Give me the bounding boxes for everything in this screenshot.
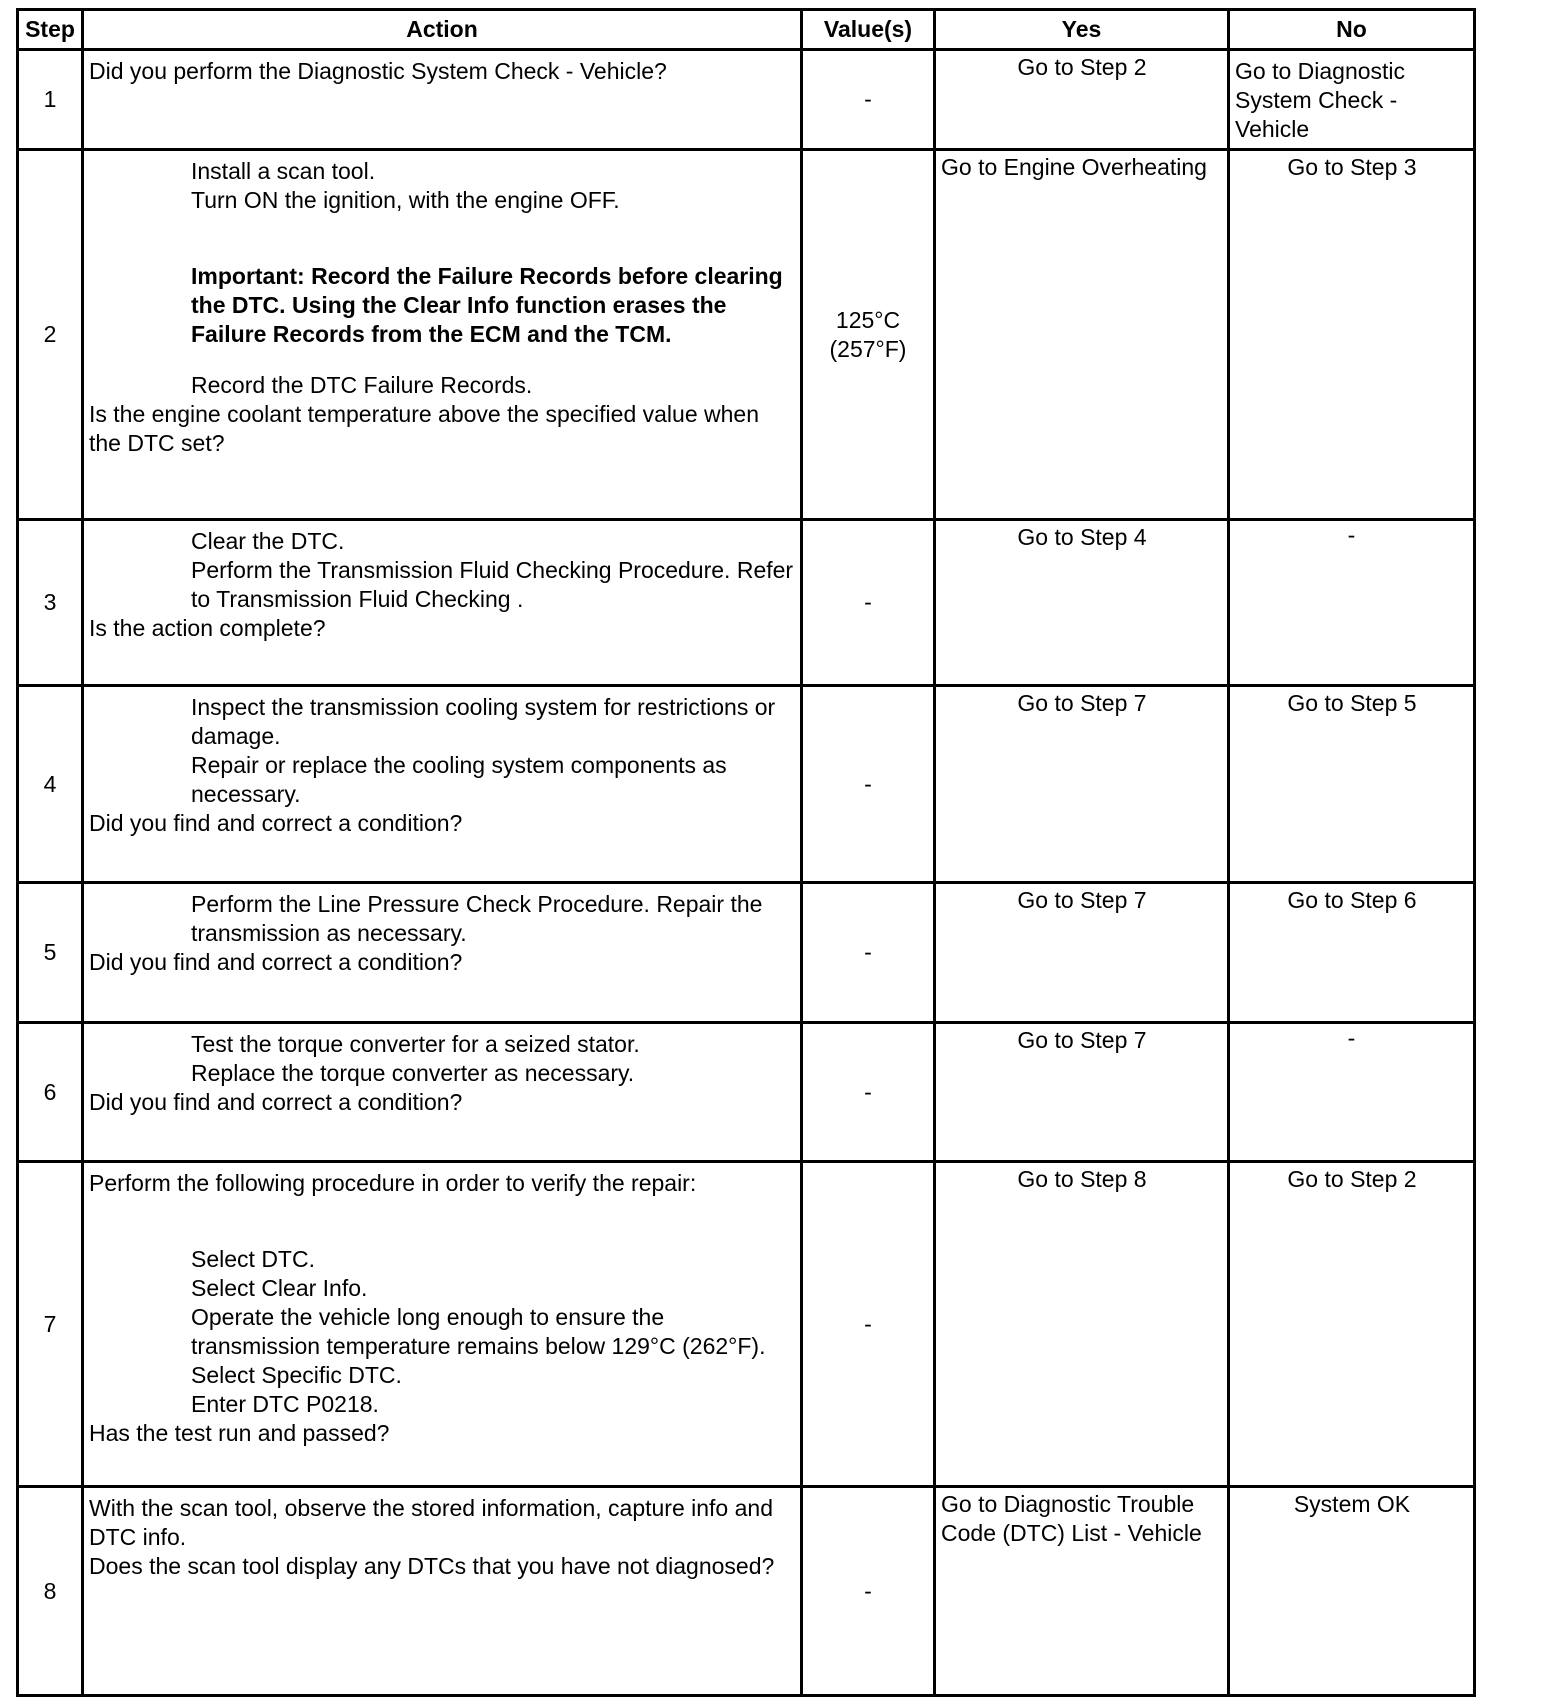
- step-number: 3: [18, 520, 83, 686]
- action-question: Is the engine coolant temperature above the specified value when the DTC set?: [89, 401, 759, 456]
- yes-link[interactable]: Go to Step 8: [1017, 1166, 1147, 1192]
- step-number: 8: [18, 1487, 83, 1696]
- diagnostic-table: [16, 8, 1476, 1697]
- value-cell: -: [802, 1162, 935, 1487]
- yes-cell: [935, 1162, 1229, 1487]
- table-row-step-7: [18, 1162, 1475, 1487]
- action-cell: [83, 1487, 802, 1696]
- no-cell: [1229, 1162, 1475, 1487]
- table-row-step-5: [18, 883, 1475, 1023]
- yes-link[interactable]: Go to Step 7: [1017, 690, 1147, 716]
- action-question: Did you find and correct a condition?: [89, 810, 463, 836]
- table-row-step-1: [18, 50, 1475, 150]
- table-row-step-3: [18, 520, 1475, 686]
- header-values: Value(s): [802, 10, 935, 50]
- value-cell: -: [802, 1487, 935, 1696]
- no-cell: [1229, 150, 1475, 520]
- no-cell: [1229, 1023, 1475, 1162]
- action-substep: Select Specific DTC.: [191, 1362, 402, 1388]
- no-cell: [1229, 520, 1475, 686]
- action-question: Has the test run and passed?: [89, 1420, 390, 1446]
- important-note: Important: Record the Failure Records before clearing the DTC. Using the Clear Info function erases the Failure Records from the ECM and the TCM.: [191, 263, 783, 347]
- no-value: -: [1347, 522, 1356, 548]
- no-cell: [1229, 50, 1475, 150]
- yes-cell: [935, 686, 1229, 883]
- no-link[interactable]: Go to Step 3: [1287, 154, 1417, 180]
- table-row-step-2: [18, 150, 1475, 520]
- action-cell: [83, 1023, 802, 1162]
- no-cell: [1229, 686, 1475, 883]
- action-text: Perform the following procedure in order to verify the repair:: [89, 1170, 697, 1196]
- action-cell: [83, 686, 802, 883]
- table-row-step-4: [18, 686, 1475, 883]
- no-value: System OK: [1293, 1491, 1411, 1517]
- action-substep: Inspect the transmission cooling system for restrictions or damage.: [191, 694, 776, 749]
- table-row-step-6: [18, 1023, 1475, 1162]
- action-substep: Operate the vehicle long enough to ensure the transmission temperature remains below 129°C (262°F).: [191, 1304, 766, 1359]
- no-link[interactable]: Go to Step 2: [1287, 1166, 1417, 1192]
- yes-cell: [935, 1023, 1229, 1162]
- table-row-step-8: [18, 1487, 1475, 1696]
- value-cell: -: [802, 686, 935, 883]
- action-text: With the scan tool, observe the stored information, capture info and DTC info.: [89, 1495, 773, 1550]
- no-cell: [1229, 883, 1475, 1023]
- yes-link[interactable]: Go to Step 7: [1017, 1027, 1147, 1053]
- header-yes: Yes: [935, 10, 1229, 50]
- action-substep: Select Clear Info.: [191, 1275, 368, 1301]
- action-substep: Replace the torque converter as necessary.: [191, 1060, 635, 1086]
- action-cell: [83, 50, 802, 150]
- action-substep: Repair or replace the cooling system components as necessary.: [191, 752, 727, 807]
- action-cell: [83, 150, 802, 520]
- step-number: 6: [18, 1023, 83, 1162]
- action-substep: Perform the Transmission Fluid Checking Procedure. Refer to Transmission Fluid Checking .: [191, 557, 794, 612]
- yes-cell: [935, 50, 1229, 150]
- action-substep: Turn ON the ignition, with the engine OFF.: [191, 187, 620, 213]
- action-substep: Record the DTC Failure Records.: [191, 372, 533, 398]
- no-link[interactable]: Go to Step 5: [1287, 690, 1417, 716]
- action-question: Is the action complete?: [89, 615, 326, 641]
- yes-link[interactable]: Go to Step 7: [1017, 887, 1147, 913]
- action-question: Did you find and correct a condition?: [89, 949, 463, 975]
- value-celsius: 125°C: [835, 306, 901, 333]
- action-question: Did you find and correct a condition?: [89, 1089, 463, 1115]
- yes-link[interactable]: Go to Engine Overheating: [941, 154, 1207, 180]
- action-substep: Install a scan tool.: [191, 158, 376, 184]
- action-substep: Select DTC.: [191, 1246, 315, 1272]
- header-no: No: [1229, 10, 1475, 50]
- header-step: Step: [18, 10, 83, 50]
- action-cell: [83, 1162, 802, 1487]
- value-cell: -: [802, 520, 935, 686]
- action-question: Does the scan tool display any DTCs that you have not diagnosed?: [89, 1553, 775, 1579]
- no-link[interactable]: Go to Diagnostic System Check - Vehicle: [1235, 58, 1406, 142]
- step-number: 5: [18, 883, 83, 1023]
- action-text: Did you perform the Diagnostic System Check - Vehicle?: [89, 58, 667, 84]
- yes-link[interactable]: Go to Diagnostic Trouble Code (DTC) List - Vehicle: [941, 1491, 1202, 1546]
- action-substep: Clear the DTC.: [191, 528, 345, 554]
- yes-cell: [935, 520, 1229, 686]
- value-cell: [802, 150, 935, 520]
- yes-cell: [935, 1487, 1229, 1696]
- value-cell: -: [802, 1023, 935, 1162]
- step-number: 7: [18, 1162, 83, 1487]
- action-substep: Perform the Line Pressure Check Procedure. Repair the transmission as necessary.: [191, 891, 763, 946]
- yes-link[interactable]: Go to Step 4: [1017, 524, 1147, 550]
- action-cell: [83, 883, 802, 1023]
- no-value: -: [1347, 1025, 1356, 1051]
- header-action: Action: [83, 10, 802, 50]
- step-number: 2: [18, 150, 83, 520]
- no-link[interactable]: Go to Step 6: [1287, 887, 1417, 913]
- action-substep: Enter DTC P0218.: [191, 1391, 379, 1417]
- value-fahrenheit: (257°F): [829, 335, 907, 362]
- step-number: 1: [18, 50, 83, 150]
- yes-cell: [935, 883, 1229, 1023]
- no-cell: [1229, 1487, 1475, 1696]
- action-cell: [83, 520, 802, 686]
- yes-link[interactable]: Go to Step 2: [1017, 54, 1147, 80]
- yes-cell: [935, 150, 1229, 520]
- action-substep: Test the torque converter for a seized stator.: [191, 1031, 640, 1057]
- value-cell: -: [802, 50, 935, 150]
- header-row: [18, 10, 1475, 50]
- step-number: 4: [18, 686, 83, 883]
- value-cell: -: [802, 883, 935, 1023]
